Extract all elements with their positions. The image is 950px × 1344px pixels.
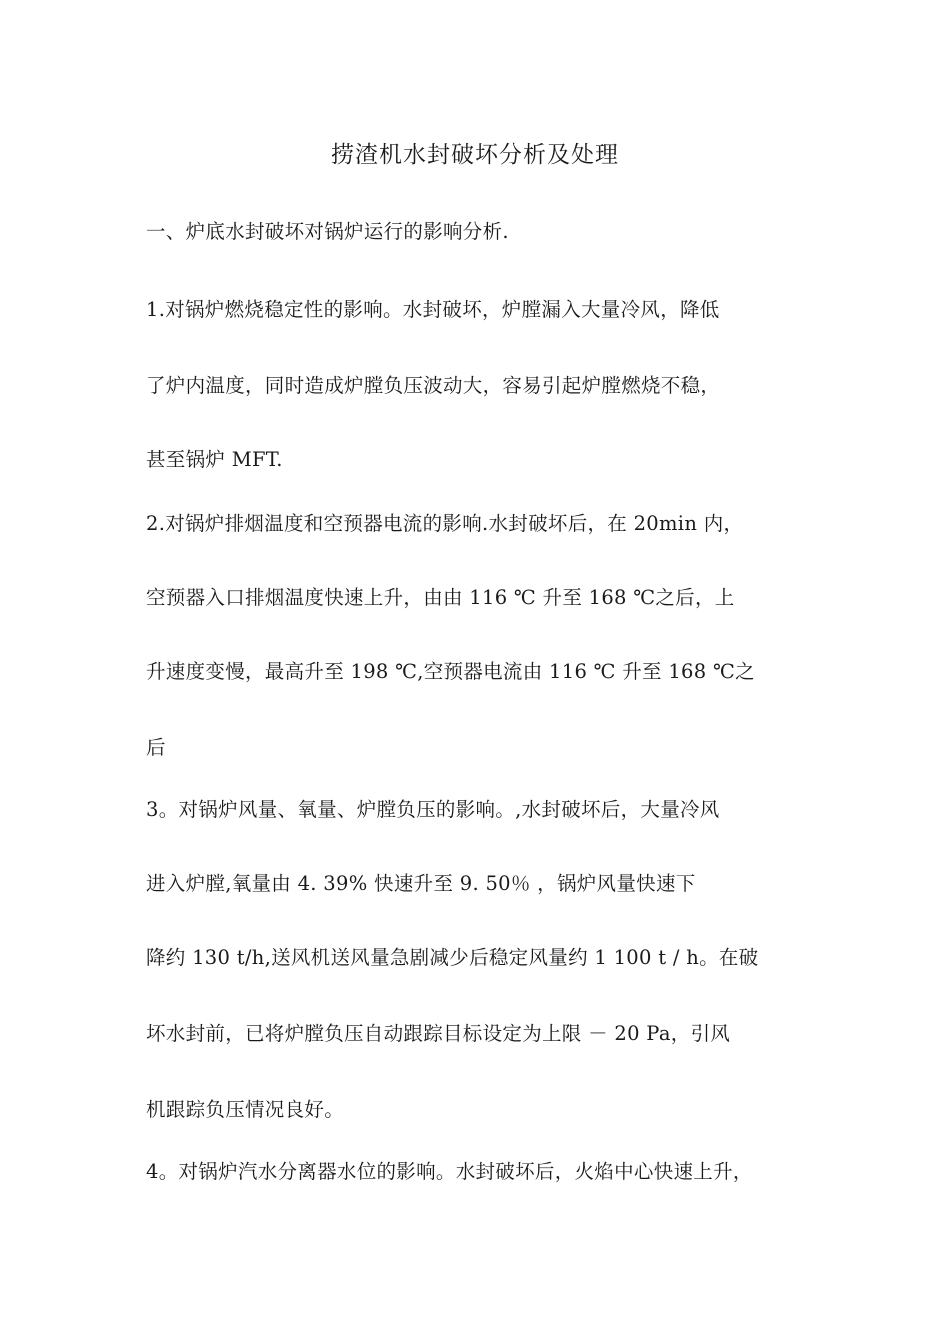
paragraph-line: 空预器入口排烟温度快速上升，由由 116 ℃ 升至 168 ℃之后，上 [146, 586, 735, 609]
paragraph-line: 2.对锅炉排烟温度和空预器电流的影响.水封破坏后，在 20min 内， [146, 512, 744, 535]
paragraph-line: 降约 130 t/h,送风机送风量急剧减少后稳定风量约 1 100 t / h。在破 [146, 946, 759, 969]
paragraph-line: 后 [146, 736, 166, 759]
paragraph-line: 3。对锅炉风量、氧量、炉膛负压的影响。,水封破坏后，大量冷风 [146, 798, 720, 821]
paragraph-line: 1.对锅炉燃烧稳定性的影响。水封破坏，炉膛漏入大量冷风，降低 [146, 298, 720, 321]
paragraph-line: 了炉内温度，同时造成炉膛负压波动大，容易引起炉膛燃烧不稳， [146, 374, 721, 397]
paragraph-line: 坏水封前，已将炉膛负压自动跟踪目标设定为上限 － 20 Pa，引风 [146, 1022, 731, 1045]
paragraph-line: 甚至锅炉 MFT. [146, 448, 283, 471]
document-title: 捞渣机水封破坏分析及处理 [331, 142, 619, 168]
paragraph-line: 升速度变慢，最高升至 198 ℃,空预器电流由 116 ℃ 升至 168 ℃之 [146, 660, 755, 683]
section-heading: 一、炉底水封破坏对锅炉运行的影响分析. [146, 220, 509, 243]
paragraph-line: 4。对锅炉汽水分离器水位的影响。水封破坏后，火焰中心快速上升， [146, 1160, 753, 1183]
paragraph-line: 机跟踪负压情况良好。 [146, 1098, 345, 1121]
paragraph-line: 进入炉膛,氧量由 4. 39% 快速升至 9. 50％ ，锅炉风量快速下 [146, 872, 696, 895]
